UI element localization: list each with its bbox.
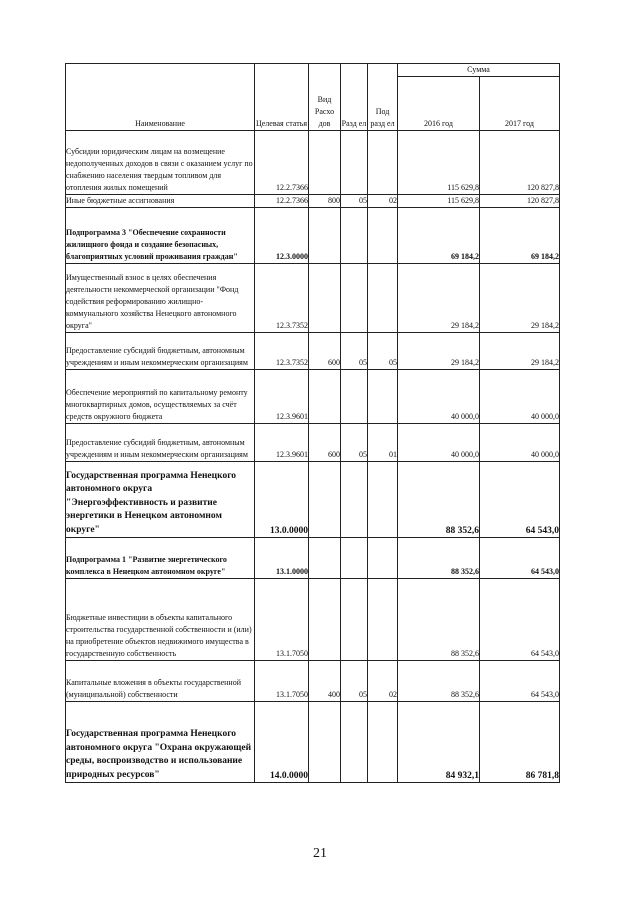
row-sum-2017: 64 543,0 <box>480 462 560 538</box>
table-row <box>66 131 560 195</box>
row-target-code: 13.1.7050 <box>255 661 309 702</box>
row-expense-kind <box>309 370 341 424</box>
row-subsection <box>368 370 398 424</box>
row-expense-kind: 800 <box>309 195 341 208</box>
budget-table <box>65 63 560 783</box>
row-sum-2017: 40 000,0 <box>480 370 560 424</box>
row-name: Подпрограмма 3 "Обеспечение сохранности жилищного фонда и создание безопасных, благоприятных условий проживания граждан" <box>66 208 255 264</box>
row-sum-2017: 64 543,0 <box>480 538 560 579</box>
header-year-2017: 2017 год <box>480 77 560 131</box>
table-row <box>66 370 560 424</box>
row-section: 05 <box>341 661 368 702</box>
row-target-code: 13.1.0000 <box>255 538 309 579</box>
header-sum: Сумма <box>398 64 560 77</box>
table-row <box>66 264 560 333</box>
row-sum-2016: 88 352,6 <box>398 661 480 702</box>
row-expense-kind <box>309 702 341 783</box>
row-expense-kind: 600 <box>309 333 341 370</box>
row-name: Иные бюджетные ассигнования <box>66 195 255 208</box>
row-subsection: 05 <box>368 333 398 370</box>
row-subsection <box>368 208 398 264</box>
row-section: 05 <box>341 333 368 370</box>
row-subsection <box>368 579 398 661</box>
row-section <box>341 538 368 579</box>
row-sum-2016: 84 932,1 <box>398 702 480 783</box>
table-row <box>66 579 560 661</box>
row-section <box>341 131 368 195</box>
row-sum-2016: 69 184,2 <box>398 208 480 264</box>
table-row <box>66 424 560 462</box>
row-subsection <box>368 702 398 783</box>
header-target-article: Целевая статья <box>255 64 309 131</box>
row-section <box>341 462 368 538</box>
row-subsection <box>368 264 398 333</box>
page-number: 21 <box>313 846 327 861</box>
row-sum-2017: 120 827,8 <box>480 195 560 208</box>
row-target-code: 12.2.7366 <box>255 131 309 195</box>
row-target-code: 13.0.0000 <box>255 462 309 538</box>
row-sum-2016: 29 184,2 <box>398 264 480 333</box>
row-sum-2017: 29 184,2 <box>480 264 560 333</box>
row-subsection <box>368 131 398 195</box>
row-sum-2017: 86 781,8 <box>480 702 560 783</box>
row-section: 05 <box>341 195 368 208</box>
row-section <box>341 264 368 333</box>
row-sum-2017: 64 543,0 <box>480 579 560 661</box>
row-section: 05 <box>341 424 368 462</box>
row-sum-2017: 29 184,2 <box>480 333 560 370</box>
table-row <box>66 195 560 208</box>
row-subsection: 02 <box>368 195 398 208</box>
row-name: Подпрограмма 1 "Развитие энергетического комплекса в Ненецком автономном округе" <box>66 538 255 579</box>
row-target-code: 12.3.9601 <box>255 370 309 424</box>
row-section <box>341 370 368 424</box>
row-name: Имущественный взнос в целях обеспечения деятельности некоммерческой организации "Фонд содействия реформированию жилищно-коммунального хозяйства Ненецкого автономного округа" <box>66 264 255 333</box>
table-row <box>66 661 560 702</box>
row-expense-kind <box>309 131 341 195</box>
row-expense-kind <box>309 208 341 264</box>
table-row <box>66 462 560 538</box>
table-row <box>66 538 560 579</box>
row-expense-kind <box>309 264 341 333</box>
header-name: Наименование <box>66 64 255 131</box>
row-name: Бюджетные инвестиции в объекты капитального строительства государственной собственности и (или) на приобретение объектов недвижимого имущества в государственную собственность <box>66 579 255 661</box>
row-section <box>341 579 368 661</box>
header-year-2016: 2016 год <box>398 77 480 131</box>
row-sum-2017: 64 543,0 <box>480 661 560 702</box>
row-sum-2017: 69 184,2 <box>480 208 560 264</box>
row-target-code: 13.1.7050 <box>255 579 309 661</box>
row-section <box>341 702 368 783</box>
row-sum-2017: 40 000,0 <box>480 424 560 462</box>
row-name: Обеспечение мероприятий по капитальному ремонту многоквартирных домов, осуществляемых за счёт средств окружного бюджета <box>66 370 255 424</box>
row-expense-kind <box>309 538 341 579</box>
row-subsection <box>368 538 398 579</box>
row-subsection: 02 <box>368 661 398 702</box>
header-subsection: Под разд ел <box>368 64 398 131</box>
row-target-code: 14.0.0000 <box>255 702 309 783</box>
row-target-code: 12.3.7352 <box>255 264 309 333</box>
row-sum-2016: 88 352,6 <box>398 462 480 538</box>
table-row <box>66 333 560 370</box>
row-subsection <box>368 462 398 538</box>
row-name: Предоставление субсидий бюджетным, автономным учреждениям и иным некоммерческим организациям <box>66 424 255 462</box>
row-target-code: 12.2.7366 <box>255 195 309 208</box>
row-expense-kind: 400 <box>309 661 341 702</box>
row-sum-2016: 40 000,0 <box>398 370 480 424</box>
row-name: Капитальные вложения в объекты государственной (муниципальной) собственности <box>66 661 255 702</box>
table-row <box>66 208 560 264</box>
row-sum-2016: 115 629,8 <box>398 195 480 208</box>
row-sum-2016: 88 352,6 <box>398 579 480 661</box>
row-sum-2016: 29 184,2 <box>398 333 480 370</box>
table-row <box>66 702 560 783</box>
row-name: Государственная программа Ненецкого автономного округа "Охрана окружающей среды, воспроизводство и использование природных ресурсов" <box>66 702 255 783</box>
row-sum-2016: 88 352,6 <box>398 538 480 579</box>
row-expense-kind <box>309 579 341 661</box>
row-sum-2017: 120 827,8 <box>480 131 560 195</box>
row-target-code: 12.3.7352 <box>255 333 309 370</box>
row-expense-kind <box>309 462 341 538</box>
row-name: Государственная программа Ненецкого автономного округа "Энергоэффективность и развитие энергетики в Ненецком автономном округе" <box>66 462 255 538</box>
row-expense-kind: 600 <box>309 424 341 462</box>
row-target-code: 12.3.9601 <box>255 424 309 462</box>
row-section <box>341 208 368 264</box>
row-sum-2016: 40 000,0 <box>398 424 480 462</box>
row-name: Предоставление субсидий бюджетным, автономным учреждениям и иным некоммерческим организациям <box>66 333 255 370</box>
row-sum-2016: 115 629,8 <box>398 131 480 195</box>
header-expense-kind: Вид Расхо дов <box>309 64 341 131</box>
header-section: Разд ел <box>341 64 368 131</box>
row-name: Субсидии юридическим лицам на возмещение недополученных доходов в связи с оказанием услуг по снабжению населения твердым топливом для отопления жилых помещений <box>66 131 255 195</box>
row-subsection: 01 <box>368 424 398 462</box>
row-target-code: 12.3.0000 <box>255 208 309 264</box>
